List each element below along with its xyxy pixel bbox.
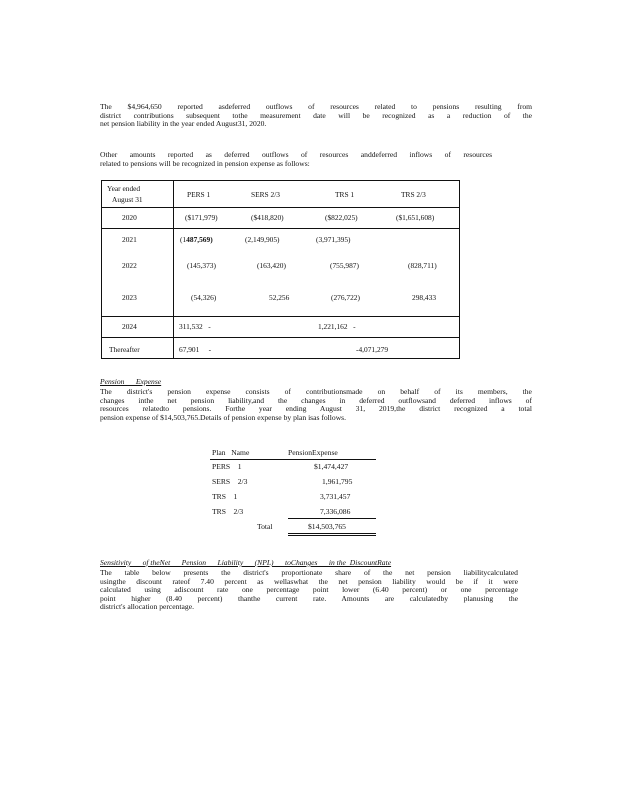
header-year-line2: August 31 [112, 195, 143, 204]
word: net [405, 569, 415, 577]
word: inthe [138, 396, 154, 405]
word: liability,and [228, 396, 265, 405]
word: outflows [262, 151, 289, 159]
word: calculated [100, 586, 131, 595]
header-pers1: PERS 1 [187, 190, 211, 199]
row-year: Thereafter [109, 345, 140, 354]
word: 31, [355, 405, 366, 414]
word: contributionsmade [306, 388, 363, 396]
word: inflows [488, 396, 512, 405]
row-sers23: (163,420) [257, 261, 286, 270]
word: recognized [454, 405, 488, 414]
word: relatedto [142, 405, 170, 414]
word: 7.40 [200, 577, 214, 586]
word: tothe [232, 111, 248, 120]
row-year: 2022 [122, 261, 137, 270]
header-year-line1: Year ended [107, 184, 141, 193]
pension-expense-paragraph [100, 388, 532, 422]
word: percentage [266, 586, 300, 595]
word: lower [342, 586, 360, 595]
word: recognized [181, 159, 215, 168]
word: of resources [300, 151, 349, 159]
word: are [384, 594, 395, 603]
word: consists [245, 388, 270, 396]
header-underline [210, 459, 376, 460]
word: below [152, 569, 171, 577]
row-sers23: 52,256 [269, 293, 290, 302]
word: asdeferred [218, 103, 251, 111]
word: wellaswhat [273, 577, 309, 586]
word: subsequent [186, 111, 220, 120]
word: point [312, 586, 329, 595]
word: amounts [129, 151, 156, 159]
word: to pensions [122, 159, 157, 168]
word: pension [358, 577, 382, 586]
word: proportionate [281, 569, 323, 577]
row-year: 2021 [122, 235, 137, 244]
word: current [275, 594, 298, 603]
word: $4,964,650 [127, 103, 162, 111]
word: discount [136, 577, 162, 586]
word: if [473, 577, 479, 586]
text-line [100, 595, 518, 604]
word: behalf [400, 388, 420, 396]
word: changes [301, 396, 326, 405]
word: district's [243, 569, 269, 577]
text-line [100, 112, 532, 121]
word: be [455, 577, 463, 586]
word: higher [131, 594, 151, 603]
row-pers1: (145,373) [187, 261, 216, 270]
row-trs1: -4,071,279 [356, 345, 389, 354]
word: pension [111, 120, 135, 129]
row-year: 2023 [122, 293, 137, 302]
word: one [241, 586, 253, 595]
word: pensions. [182, 405, 212, 414]
word: expense [250, 159, 275, 168]
row-pers1: ($171,979) [185, 213, 218, 222]
word: from [517, 103, 532, 111]
word: The [100, 388, 112, 396]
word: a total [501, 405, 532, 414]
row-trs1: 1,221,162 - [318, 322, 356, 331]
word: The [100, 103, 112, 111]
text-line [100, 586, 518, 595]
word: expense [125, 413, 150, 422]
row-pers1: (54,326) [191, 293, 217, 302]
plan-expense: 3,731,457 [320, 492, 351, 501]
word: adiscount [174, 586, 204, 595]
word: district's [100, 603, 126, 612]
word: in [162, 120, 169, 129]
word: Other [100, 151, 118, 159]
word: presents [183, 569, 209, 577]
header-trs1: TRS 1 [335, 190, 355, 199]
word: percent) [402, 586, 428, 595]
word: August31, [215, 120, 248, 129]
word: ending [285, 405, 307, 414]
word: would [426, 577, 446, 586]
word: $14,503,765.Details [160, 413, 222, 422]
word: district [100, 111, 122, 120]
row-pers1: 311,532 - [179, 322, 211, 331]
word: in [216, 159, 223, 168]
word: year [258, 405, 272, 414]
word: will [158, 159, 171, 168]
row-trs1: (276,722) [331, 293, 360, 302]
plan-expense: $1,474,427 [314, 462, 349, 471]
row-trs1: (3,971,395) [316, 235, 351, 244]
word: the [318, 577, 328, 586]
word: resources [100, 405, 129, 414]
amounts-paragraph [100, 151, 492, 168]
word: as [205, 151, 212, 159]
word: the [221, 569, 231, 577]
text-line [100, 120, 532, 129]
word: the [522, 388, 532, 396]
word: allocation [127, 603, 158, 612]
word: liabilitycalculated [463, 569, 518, 577]
word: expense [257, 413, 282, 422]
text-line [100, 405, 532, 414]
plan-name: SERS 2/3 [212, 477, 248, 486]
row-trs23: ($1,651,608) [396, 213, 435, 222]
word: of resources [308, 103, 359, 111]
word: to pensions [411, 103, 460, 111]
word: district's [126, 388, 153, 396]
word: follows. [321, 413, 347, 422]
word: related [100, 159, 121, 168]
word: ended [196, 120, 215, 129]
text-line [100, 414, 532, 423]
word: contributions [133, 111, 174, 120]
text-line [100, 578, 518, 587]
word: in deferred [339, 396, 385, 405]
word: rate. [312, 594, 327, 603]
word: pension [100, 413, 124, 422]
plan-expense: 7,336,086 [320, 507, 351, 516]
header-plan-name: Plan Name [212, 448, 250, 457]
word: be [362, 111, 370, 120]
word: changes [100, 396, 125, 405]
word: of the [363, 569, 393, 577]
total-value: $14,503,765 [308, 522, 346, 531]
word: August [319, 405, 342, 414]
word: Amounts [341, 594, 370, 603]
row-year: 2024 [122, 322, 137, 331]
total-double-rule-1 [288, 533, 376, 534]
plan-name: PERS 1 [212, 462, 242, 471]
word: liability [136, 120, 161, 129]
word: of [525, 396, 532, 405]
word: percentage. [159, 603, 194, 612]
plan-expense: 1,961,795 [322, 477, 353, 486]
word: the [277, 396, 288, 405]
word: 2020. [249, 120, 267, 129]
word: net [338, 577, 348, 586]
row-pers1 [180, 235, 213, 244]
text-line [100, 603, 518, 612]
text-line [100, 388, 532, 397]
word: table [124, 569, 140, 577]
row-pers1-prefix: (1 [180, 235, 187, 244]
word: as [428, 111, 435, 120]
text-line [100, 397, 532, 406]
word: of pension [223, 413, 256, 422]
pension-expense-table [210, 448, 376, 538]
word: recognized [382, 111, 416, 120]
total-double-rule-2 [288, 535, 376, 536]
word: one [460, 586, 472, 595]
row-pers1-bold: 487,569) [186, 235, 213, 244]
header-sers23: SERS 2/3 [251, 190, 280, 199]
word: a reduction [446, 111, 492, 120]
word: (6.40 [372, 586, 389, 595]
word: of the [503, 111, 532, 120]
word: (8.40 [166, 594, 182, 603]
word: pension [167, 388, 191, 396]
word: inflows [409, 151, 433, 159]
intro-paragraph [100, 103, 532, 129]
word: of its [434, 388, 463, 396]
word: date [313, 111, 326, 120]
word: expense [206, 388, 231, 396]
word: The [100, 569, 112, 577]
word: point [100, 594, 116, 603]
word: it [488, 577, 493, 586]
word: as [257, 577, 264, 586]
word: the [170, 120, 180, 129]
pension-expense-heading: Pension Expense [100, 377, 162, 386]
text-line [100, 160, 492, 169]
word: on [377, 388, 386, 396]
word: pension [190, 396, 215, 405]
row-sers23: (2,149,905) [245, 235, 280, 244]
word: calculatedby [409, 594, 449, 603]
word: rateof [172, 577, 191, 586]
word: anddeferred [360, 151, 398, 159]
row-trs23: 298,433 [412, 293, 437, 302]
word: plan [293, 413, 307, 422]
plan-name: TRS 1 [212, 492, 238, 501]
word: pension [224, 159, 249, 168]
word: measurement [260, 111, 301, 120]
word: pension [427, 569, 451, 577]
word: outflowsand [398, 396, 436, 405]
word: Forthe [225, 405, 246, 414]
word: outflows [265, 103, 293, 111]
total-rule [288, 518, 376, 519]
sensitivity-heading: Sensitivity of theNet Pension Liability (NPL) toChanges in the DiscountRate [100, 558, 392, 567]
word: district [419, 405, 441, 414]
word: the [508, 594, 518, 603]
row-sers23: ($418,820) [251, 213, 284, 222]
word: resulting [474, 103, 502, 111]
header-pension-expense: PensionExpense [288, 448, 338, 457]
word: rate [217, 586, 229, 595]
word: related [374, 103, 396, 111]
text-line [100, 569, 518, 578]
text-line [100, 103, 532, 112]
word: net [100, 120, 110, 129]
word: usingthe [100, 577, 126, 586]
row-trs23: (828,711) [408, 261, 437, 270]
word: by [283, 413, 292, 422]
word: deferred [449, 396, 476, 405]
word: as [276, 159, 283, 168]
word: thanthe [237, 594, 261, 603]
plan-name: TRS 2/3 [212, 507, 244, 516]
word: percentage [485, 586, 518, 595]
word: share [335, 569, 352, 577]
row-pers1: 67,901 - [179, 345, 212, 354]
word: reported [167, 151, 194, 159]
word: year [181, 120, 195, 129]
word: of [284, 388, 291, 396]
word: of [151, 413, 159, 422]
word: 2019,the [378, 405, 406, 414]
word: will [338, 111, 351, 120]
word: members, [477, 388, 508, 396]
row-year: 2020 [122, 213, 137, 222]
word: liability [392, 577, 416, 586]
word: deferred [224, 151, 250, 159]
word: percent [224, 577, 247, 586]
word: or [440, 586, 448, 595]
deferred-amounts-table [101, 180, 460, 360]
word: isas [308, 413, 320, 422]
word: percent) [197, 594, 223, 603]
word: were [503, 577, 518, 586]
sensitivity-paragraph [100, 569, 518, 612]
word: using [144, 586, 161, 595]
total-label: Total [257, 522, 273, 531]
word: reported [177, 103, 203, 111]
word: net [167, 396, 177, 405]
header-trs23: TRS 2/3 [401, 190, 426, 199]
text-line [100, 151, 492, 160]
word: be [172, 159, 180, 168]
word: planusing [463, 594, 494, 603]
word: follows: [284, 159, 310, 168]
row-trs1: (755,987) [330, 261, 359, 270]
row-trs1: ($822,025) [325, 213, 358, 222]
word: of resources [444, 151, 492, 159]
